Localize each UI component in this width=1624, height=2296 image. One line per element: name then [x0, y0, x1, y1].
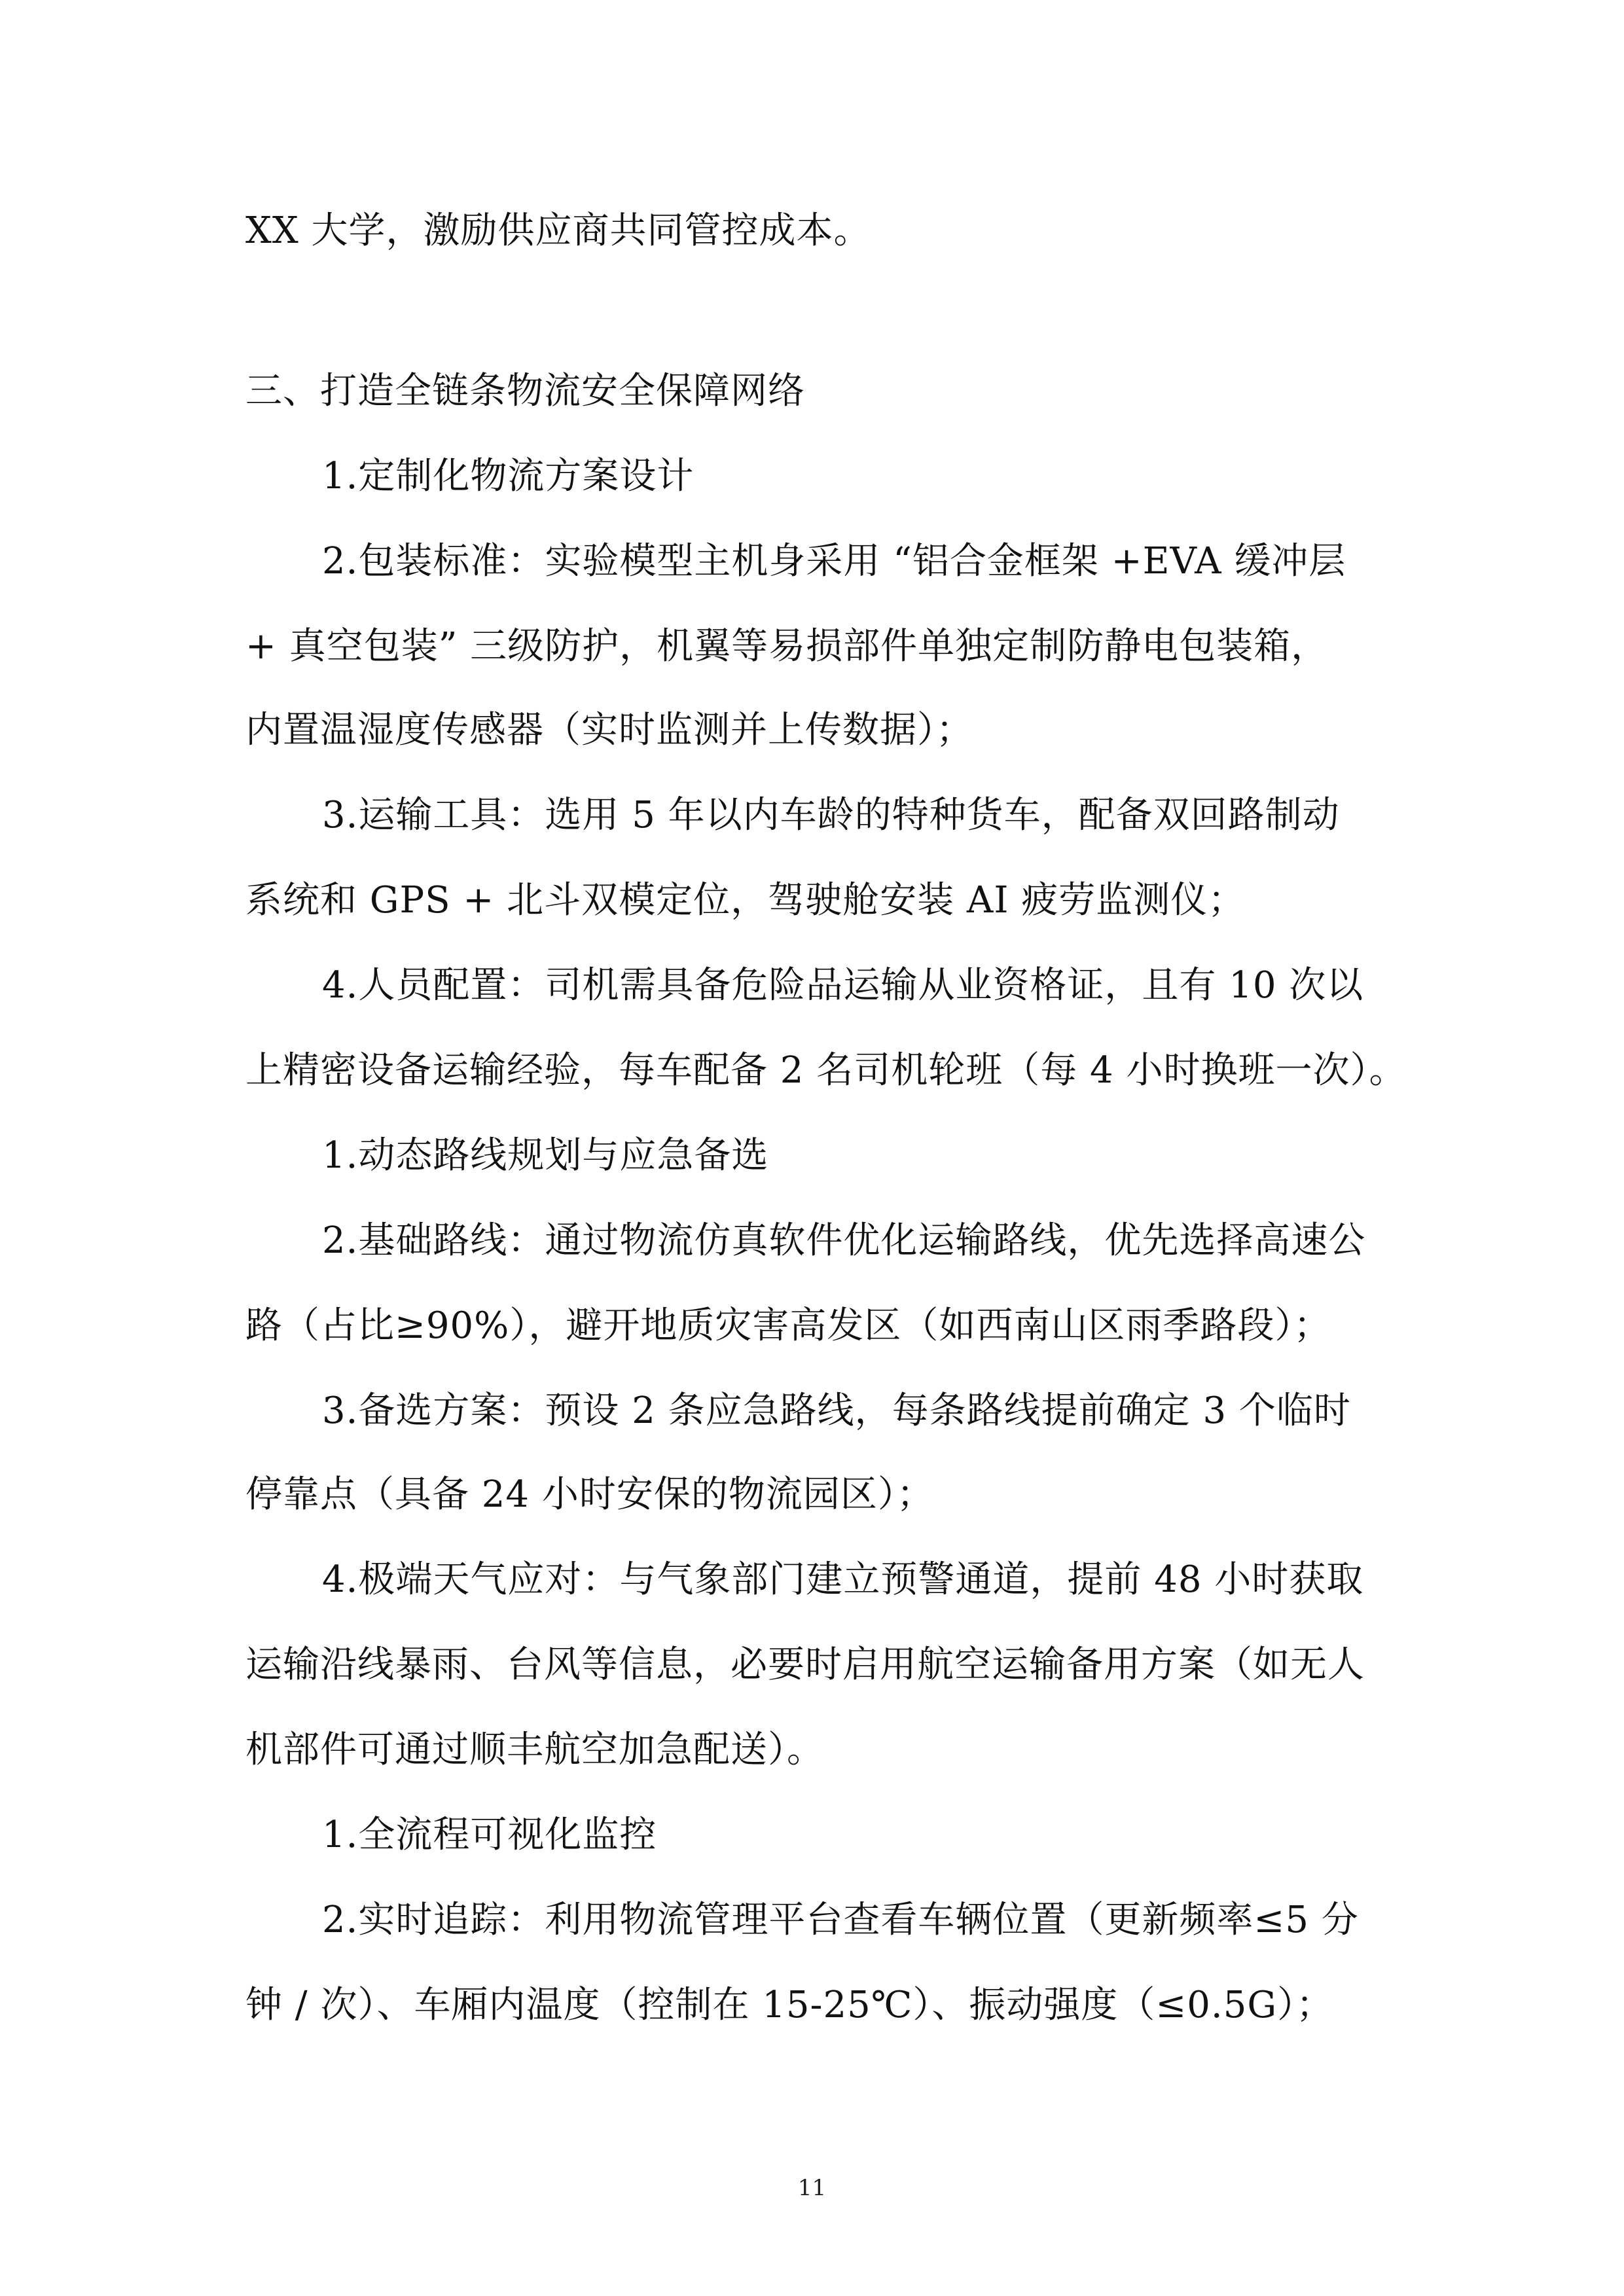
paragraph-line-transport-1: 3.运输工具：选用 5 年以内车龄的特种货车，配备双回路制动 [322, 794, 1340, 836]
page-number: 11 [797, 2175, 827, 2201]
paragraph-line-weather-1: 4.极端天气应对：与气象部门建立预警通道，提前 48 小时获取 [322, 1558, 1364, 1601]
paragraph-line-packaging-2: + 真空包装” 三级防护，机翼等易损部件单独定制防静电包装箱， [245, 625, 1329, 668]
subsection-heading-logistics-plan: 1.定制化物流方案设计 [322, 455, 695, 497]
paragraph-line-backup-2: 停靠点（具备 24 小时安保的物流园区）； [245, 1473, 934, 1516]
paragraph-line-tracking-1: 2.实时追踪：利用物流管理平台查看车辆位置（更新频率≤5 分 [322, 1899, 1359, 1941]
paragraph-line-packaging-1: 2.包装标准：实验模型主机身采用 “铝合金框架 +EVA 缓冲层 [322, 540, 1346, 583]
paragraph-line-route-2: 路（占比≥90%），避开地质灾害高发区（如西南山区雨季路段）； [245, 1304, 1331, 1347]
subsection-heading-monitoring: 1.全流程可视化监控 [322, 1814, 657, 1856]
paragraph-line-weather-3: 机部件可通过顺丰航空加急配送）。 [245, 1729, 824, 1771]
paragraph-line-staff-1: 4.人员配置：司机需具备危险品运输从业资格证，且有 10 次以 [322, 964, 1364, 1007]
paragraph-line-route-1: 2.基础路线：通过物流仿真软件优化运输路线，优先选择高速公 [322, 1219, 1366, 1262]
subsection-heading-route-planning: 1.动态路线规划与应急备选 [322, 1134, 769, 1177]
paragraph-line-weather-2: 运输沿线暴雨、台风等信息，必要时启用航空运输备用方案（如无人 [245, 1643, 1365, 1686]
paragraph-line-backup-1: 3.备选方案：预设 2 条应急路线，每条路线提前确定 3 个临时 [322, 1390, 1351, 1432]
paragraph-line-packaging-3: 内置温湿度传感器（实时监测并上传数据）； [245, 709, 973, 751]
paragraph-line-tracking-2: 钟 / 次）、车厢内温度（控制在 15-25℃）、振动强度（≤0.5G）； [245, 1984, 1334, 2026]
paragraph-line-transport-2: 系统和 GPS + 北斗双模定位，驾驶舱安装 AI 疲劳监测仪； [245, 879, 1246, 922]
section-heading: 三、打造全链条物流安全保障网络 [245, 370, 805, 412]
paragraph-line-1: XX 大学，激励供应商共同管控成本。 [245, 209, 871, 252]
paragraph-line-staff-2: 上精密设备运输经验，每车配备 2 名司机轮班（每 4 小时换班一次）。 [245, 1049, 1407, 1092]
